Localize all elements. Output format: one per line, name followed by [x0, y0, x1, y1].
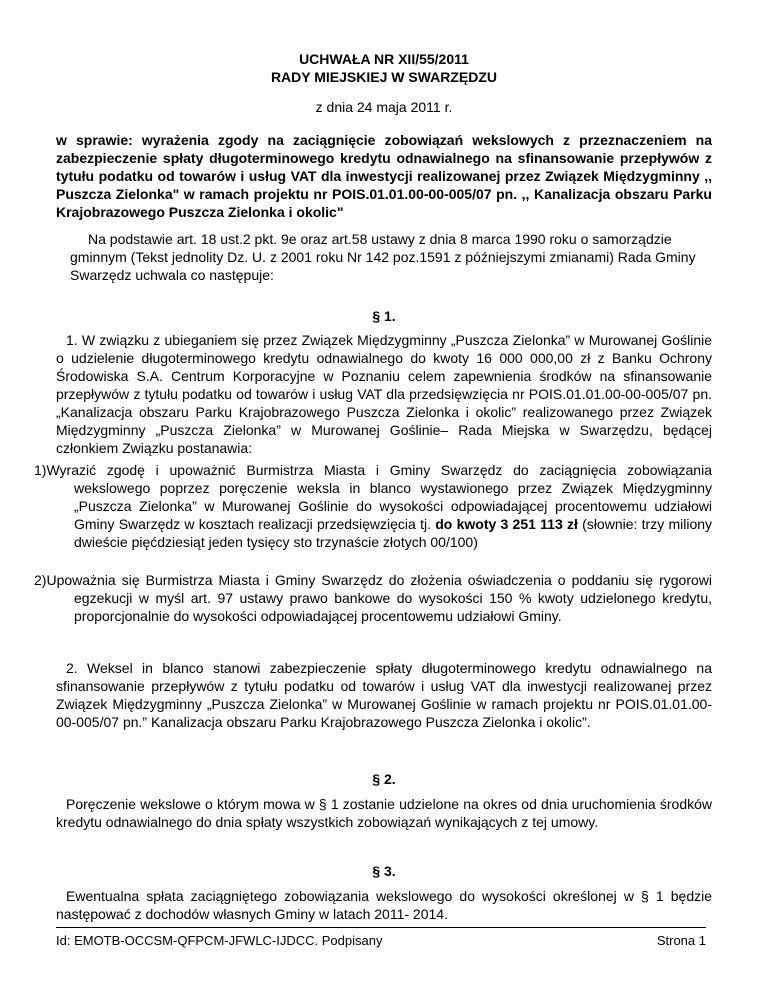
list-item-1-text-b: (słownie: trzy miliony dwieście pięćdziesiąt jeden tysięcy sto trzynaście złotych 00/100): [74, 516, 713, 550]
section-3-heading: § 3.: [372, 863, 396, 879]
list-item-1-text-a: Wyrazić zgodę i upoważnić Burmistrza Miasta i Gminy Swarzędz do zaciągnięcia zobowiązania wekslowego poprzez poręczenie weksla in blanco wystawionego przez Związek Międzygminny „Puszcza Zielonka” w Murowanej Goślinie do wysokości odpowiadającej procentowemu udziałowi Gminy Swarzędz w kosztach realizacji przedsięwzięcia tj.: [46, 462, 712, 532]
preamble: Na podstawie art. 18 ust.2 pkt. 9e oraz art.58 ustawy z dnia 8 marca 1990 roku o samorządzie gminnym (Tekst jednolity Dz. U. z 2001 roku Nr 142 poz.1591 z późniejszymi zmianami) Rada Gminy Swarzędz uchwala co następuje:: [70, 231, 696, 283]
section-3-text: Ewentualna spłata zaciągniętego zobowiązania wekslowego do wysokości określonej w § 1 będzie następować z dochodów własnych Gminy w latach 2011- 2014.: [56, 888, 712, 922]
section-1-paragraph-1: 1. W związku z ubieganiem się przez Związek Międzygminny „Puszcza Zielonka” w Murowanej Goślinie o udzielenie długoterminowego kredytu odnawialnego do kwoty 16 000 000,00 zł z Banku Ochrony Środowiska S.A. Centrum Korporacyjne w Poznaniu celem zapewnienia środków na sfinansowanie przepływów z tytułu podatku od towarów i usług VAT dla przedsięwzięcia nr POIS.01.01.00-00-005/07 pn. „Kanalizacja obszaru Parku Krajobrazowego Puszcza Zielonka i okolic” realizowanego przez Związek Międzygminny „Puszcza Zielonka” w Murowanej Goślinie– Rada Miejska w Swarzędzu, będącej członkiem Związku postanawia:: [56, 332, 712, 456]
section-1-paragraph-2: 2. Weksel in blanco stanowi zabezpieczenie spłaty długoterminowego kredytu odnawialnego na sfinansowanie przepływów z tytułu podatku od towarów i usług VAT dla inwestycji realizowanej przez Związek Międzygminny „Puszcza Zielonka” w Murowanej Goślinie w ramach projektu nr POIS.01.01.00-00-005/07 pn.” Kanalizacja obszaru Parku Krajobrazowego Puszcza Zielonka i okolic”.: [56, 660, 712, 730]
section-2-text: Poręczenie wekslowe o którym mowa w § 1 zostanie udzielone na okres od dnia uruchomienia środków kredytu odnawialnego do dnia spłaty wszystkich zobowiązań wynikających z tej umowy.: [56, 796, 712, 830]
section-1-heading: § 1.: [372, 308, 396, 324]
resolution-subject: w sprawie: wyrażenia zgody na zaciągnięcie zobowiązań wekslowych z przeznaczeniem na zabezpieczenie spłaty długoterminowego kredytu odnawialnego na sfinansowanie przepływów z tytułu podatku od towarów i usług VAT dla inwestycji realizowanej przez Związek Międzygminny ,, Puszcza Zielonka" w ramach projektu nr POIS.01.01.00-00-005/07 pn. ,, Kanalizacja obszaru Parku Krajobrazowego Puszcza Zielonka i okolic": [56, 132, 712, 220]
list-item-1-number: 1): [34, 462, 47, 478]
list-item-2-number: 2): [34, 572, 47, 588]
resolution-date: z dnia 24 maja 2011 r.: [315, 99, 453, 115]
footer-page-number: Strona 1: [656, 933, 706, 948]
section-1-list-item-1: [34, 461, 712, 551]
footer-divider: [56, 927, 706, 928]
resolution-number: UCHWAŁA NR XII/55/2011: [299, 51, 469, 67]
council-name: RADY MIEJSKIEJ W SWARZĘDZU: [270, 69, 498, 85]
list-item-1-amount: do kwoty 3 251 113 zł: [435, 516, 578, 532]
section-2-heading: § 2.: [372, 771, 396, 787]
list-item-2-text: Upoważnia się Burmistrza Miasta i Gminy Swarzędz do złożenia oświadczenia o poddaniu się rygorowi egzekucji w myśl art. 97 ustawy prawo bankowe do wysokości 150 % kwoty udzielonego kredytu, proporcjonalnie do wysokości odpowiadającej procentowemu udziałowi Gminy.: [46, 572, 712, 624]
footer-document-id: Id: EMOTB-OCCSM-QFPCM-JFWLC-IJDCC. Podpisany: [56, 933, 383, 948]
section-1-list-item-2: [34, 571, 712, 625]
